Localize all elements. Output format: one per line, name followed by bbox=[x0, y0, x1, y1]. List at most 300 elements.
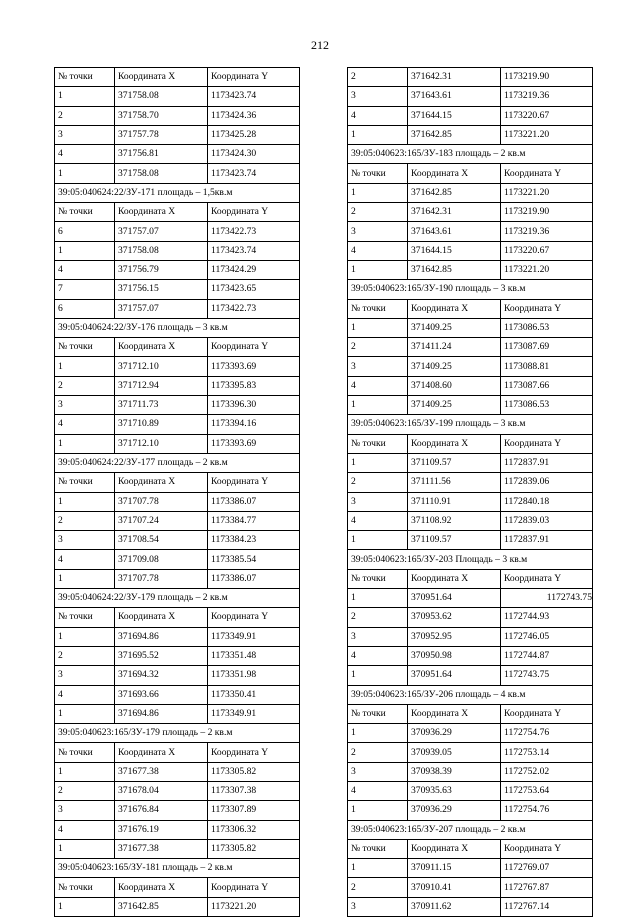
coordinate-y-cell: 1172840.18 bbox=[501, 492, 593, 511]
header-point: № точки bbox=[55, 473, 115, 492]
coordinates-table-left bbox=[54, 67, 300, 917]
parcel-caption: 39:05:040623:165/ЗУ-203 Площадь – 3 кв.м bbox=[348, 550, 593, 569]
header-coordinate-x: Координата X bbox=[408, 839, 501, 858]
point-number-cell: 2 bbox=[55, 511, 115, 530]
coordinate-x-cell: 371708.54 bbox=[115, 531, 208, 550]
coordinate-x-cell: 370911.15 bbox=[408, 859, 501, 878]
coordinate-x-cell: 371712.10 bbox=[115, 357, 208, 376]
table-row bbox=[55, 222, 300, 241]
point-number-cell: 6 bbox=[55, 222, 115, 241]
coordinate-y-cell: 1173221.20 bbox=[208, 897, 300, 916]
point-number-cell: 3 bbox=[348, 357, 408, 376]
parcel-caption: 39:05:040623:165/ЗУ-199 площадь – 3 кв.м bbox=[348, 415, 593, 434]
point-number-cell: 2 bbox=[348, 338, 408, 357]
header-point: № точки bbox=[348, 704, 408, 723]
parcel-caption: 39:05:040623:165/ЗУ-181 площадь – 2 кв.м bbox=[55, 859, 300, 878]
header-row bbox=[348, 839, 593, 858]
coordinate-y-cell: 1173219.90 bbox=[501, 203, 593, 222]
coordinate-x-cell: 371694.86 bbox=[115, 704, 208, 723]
table-row bbox=[55, 280, 300, 299]
coordinate-y-cell: 1173423.65 bbox=[208, 280, 300, 299]
table-row bbox=[348, 68, 593, 87]
coordinate-x-cell: 371756.15 bbox=[115, 280, 208, 299]
header-row bbox=[55, 473, 300, 492]
header-coordinate-x: Координата X bbox=[115, 743, 208, 762]
coordinate-x-cell: 371409.25 bbox=[408, 396, 501, 415]
point-number-cell: 2 bbox=[55, 106, 115, 125]
coordinate-x-cell: 370951.64 bbox=[408, 589, 501, 608]
table-row bbox=[348, 859, 593, 878]
coordinate-y-cell: 1173306.32 bbox=[208, 820, 300, 839]
coordinate-y-cell: 1173424.36 bbox=[208, 106, 300, 125]
table-row bbox=[348, 743, 593, 762]
coordinate-x-cell: 370952.95 bbox=[408, 627, 501, 646]
coordinates-table-right bbox=[347, 67, 593, 917]
parcel-caption: 39:05:040624:22/ЗУ-177 площадь – 2 кв.м bbox=[55, 453, 300, 472]
point-number-cell: 1 bbox=[348, 396, 408, 415]
table-row bbox=[55, 434, 300, 453]
coordinate-y-cell: 1173305.82 bbox=[208, 762, 300, 781]
coordinate-x-cell: 371644.15 bbox=[408, 241, 501, 260]
coordinate-y-cell: 1172767.14 bbox=[501, 897, 593, 916]
table-row bbox=[348, 222, 593, 241]
point-number-cell: 2 bbox=[348, 878, 408, 897]
header-row bbox=[348, 569, 593, 588]
point-number-cell: 1 bbox=[348, 801, 408, 820]
table-row bbox=[348, 376, 593, 395]
header-point: № точки bbox=[55, 203, 115, 222]
coordinate-y-cell: 1172754.76 bbox=[501, 801, 593, 820]
coordinate-x-cell: 371710.89 bbox=[115, 415, 208, 434]
point-number-cell: 1 bbox=[348, 859, 408, 878]
coordinate-x-cell: 371758.08 bbox=[115, 241, 208, 260]
point-number-cell: 2 bbox=[55, 781, 115, 800]
header-coordinate-x: Координата X bbox=[115, 608, 208, 627]
coordinate-y-cell: 1173384.23 bbox=[208, 531, 300, 550]
header-coordinate-x: Координата X bbox=[408, 569, 501, 588]
point-number-cell: 4 bbox=[348, 241, 408, 260]
point-number-cell: 1 bbox=[348, 531, 408, 550]
coordinate-y-cell: 1173423.74 bbox=[208, 87, 300, 106]
table-row bbox=[348, 801, 593, 820]
table-row bbox=[55, 666, 300, 685]
coordinate-y-cell: 1173219.90 bbox=[501, 68, 593, 87]
header-row bbox=[55, 338, 300, 357]
coordinate-y-cell: 1173386.07 bbox=[208, 492, 300, 511]
coordinate-x-cell: 371758.08 bbox=[115, 164, 208, 183]
coordinate-x-cell: 370911.62 bbox=[408, 897, 501, 916]
table-row bbox=[55, 801, 300, 820]
table-row bbox=[348, 318, 593, 337]
header-point: № точки bbox=[55, 608, 115, 627]
header-coordinate-x: Координата X bbox=[115, 473, 208, 492]
table-row bbox=[55, 704, 300, 723]
coordinate-x-cell: 371677.38 bbox=[115, 762, 208, 781]
table-row bbox=[348, 396, 593, 415]
point-number-cell: 1 bbox=[55, 762, 115, 781]
point-number-cell: 1 bbox=[348, 260, 408, 279]
table-row bbox=[348, 260, 593, 279]
point-number-cell: 1 bbox=[55, 704, 115, 723]
table-row bbox=[55, 550, 300, 569]
coordinate-y-cell: 1173351.48 bbox=[208, 646, 300, 665]
table-row bbox=[348, 473, 593, 492]
header-row bbox=[55, 743, 300, 762]
coordinate-y-cell: 1172753.14 bbox=[501, 743, 593, 762]
header-coordinate-y: Координата Y bbox=[501, 569, 593, 588]
coordinate-x-cell: 371643.61 bbox=[408, 87, 501, 106]
table-row bbox=[348, 241, 593, 260]
point-number-cell: 1 bbox=[55, 434, 115, 453]
coordinate-x-cell: 371677.38 bbox=[115, 839, 208, 858]
coordinate-x-cell: 371109.57 bbox=[408, 531, 501, 550]
coordinate-x-cell: 371756.79 bbox=[115, 260, 208, 279]
parcel-caption: 39:05:040623:165/ЗУ-179 площадь – 2 кв.м bbox=[55, 724, 300, 743]
table-row bbox=[348, 453, 593, 472]
header-coordinate-x: Координата X bbox=[408, 434, 501, 453]
coordinate-y-cell: 1173393.69 bbox=[208, 357, 300, 376]
point-number-cell: 1 bbox=[348, 125, 408, 144]
coordinate-y-cell: 1172752.02 bbox=[501, 762, 593, 781]
point-number-cell: 1 bbox=[55, 87, 115, 106]
point-number-cell: 1 bbox=[55, 897, 115, 916]
parcel-caption: 39:05:040623:165/ЗУ-207 площадь – 2 кв.м bbox=[348, 820, 593, 839]
point-number-cell: 3 bbox=[348, 87, 408, 106]
point-number-cell: 3 bbox=[55, 531, 115, 550]
table-row bbox=[348, 627, 593, 646]
table-row bbox=[55, 627, 300, 646]
coordinate-y-cell: 1173384.77 bbox=[208, 511, 300, 530]
coordinate-x-cell: 371409.25 bbox=[408, 318, 501, 337]
header-row bbox=[348, 704, 593, 723]
table-row bbox=[55, 145, 300, 164]
table-row bbox=[55, 106, 300, 125]
point-number-cell: 1 bbox=[348, 589, 408, 608]
header-coordinate-x: Координата X bbox=[115, 203, 208, 222]
coordinate-y-cell: 1173220.67 bbox=[501, 241, 593, 260]
point-number-cell: 6 bbox=[55, 299, 115, 318]
parcel-caption-row bbox=[348, 280, 593, 299]
coordinate-y-cell: 1173088.81 bbox=[501, 357, 593, 376]
coordinate-y-cell: 1173086.53 bbox=[501, 396, 593, 415]
coordinate-y-cell: 1173422.73 bbox=[208, 299, 300, 318]
coordinate-y-cell: 1173305.82 bbox=[208, 839, 300, 858]
point-number-cell: 4 bbox=[55, 415, 115, 434]
coordinate-x-cell: 370951.64 bbox=[408, 666, 501, 685]
point-number-cell: 4 bbox=[55, 820, 115, 839]
coordinate-y-cell: 1172744.93 bbox=[501, 608, 593, 627]
table-row bbox=[348, 492, 593, 511]
table-row bbox=[348, 357, 593, 376]
coordinate-y-cell: 1173087.66 bbox=[501, 376, 593, 395]
coordinate-y-cell: 1173350.41 bbox=[208, 685, 300, 704]
point-number-cell: 3 bbox=[348, 222, 408, 241]
coordinate-y-cell: 1173219.36 bbox=[501, 87, 593, 106]
coordinate-x-cell: 371758.08 bbox=[115, 87, 208, 106]
coordinate-y-cell: 1172767.87 bbox=[501, 878, 593, 897]
coordinate-x-cell: 371678.04 bbox=[115, 781, 208, 800]
coordinate-x-cell: 371712.94 bbox=[115, 376, 208, 395]
parcel-caption-row bbox=[55, 724, 300, 743]
coordinate-x-cell: 371642.31 bbox=[408, 68, 501, 87]
coordinate-y-cell: 1173424.29 bbox=[208, 260, 300, 279]
table-row bbox=[55, 376, 300, 395]
coordinate-y-cell: 1173221.20 bbox=[501, 125, 593, 144]
point-number-cell: 1 bbox=[55, 492, 115, 511]
parcel-caption-row bbox=[348, 145, 593, 164]
table-row bbox=[348, 531, 593, 550]
table-row bbox=[55, 646, 300, 665]
point-number-cell: 1 bbox=[348, 183, 408, 202]
point-number-cell: 4 bbox=[348, 376, 408, 395]
header-point: № точки bbox=[348, 164, 408, 183]
table-row bbox=[348, 608, 593, 627]
header-row bbox=[348, 299, 593, 318]
left-coordinates-table bbox=[54, 67, 299, 917]
coordinate-x-cell: 371642.85 bbox=[115, 897, 208, 916]
table-row bbox=[348, 125, 593, 144]
coordinate-x-cell: 371756.81 bbox=[115, 145, 208, 164]
coordinate-x-cell: 371707.78 bbox=[115, 492, 208, 511]
point-number-cell: 3 bbox=[348, 492, 408, 511]
parcel-caption-row bbox=[55, 589, 300, 608]
coordinate-y-cell: 1173307.38 bbox=[208, 781, 300, 800]
coordinate-y-cell: 1172769.07 bbox=[501, 859, 593, 878]
header-coordinate-y: Координата Y bbox=[501, 839, 593, 858]
coordinate-x-cell: 371695.52 bbox=[115, 646, 208, 665]
coordinate-y-cell: 1172839.06 bbox=[501, 473, 593, 492]
coordinate-y-cell: 1172753.64 bbox=[501, 781, 593, 800]
header-coordinate-y: Координата Y bbox=[208, 878, 300, 897]
header-point: № точки bbox=[348, 839, 408, 858]
table-row bbox=[55, 685, 300, 704]
coordinate-x-cell: 370939.05 bbox=[408, 743, 501, 762]
coordinate-y-cell: 1173423.74 bbox=[208, 164, 300, 183]
point-number-cell: 1 bbox=[55, 627, 115, 646]
point-number-cell: 3 bbox=[55, 666, 115, 685]
parcel-caption: 39:05:040624:22/ЗУ-179 площадь – 2 кв.м bbox=[55, 589, 300, 608]
table-row bbox=[348, 724, 593, 743]
header-row bbox=[348, 434, 593, 453]
header-coordinate-y: Координата Y bbox=[501, 164, 593, 183]
coordinate-y-cell: 1173351.98 bbox=[208, 666, 300, 685]
table-row bbox=[55, 839, 300, 858]
coordinate-x-cell: 371109.57 bbox=[408, 453, 501, 472]
coordinate-y-cell: 1173086.53 bbox=[501, 318, 593, 337]
point-number-cell: 3 bbox=[348, 897, 408, 916]
coordinate-y-cell: 1173307.89 bbox=[208, 801, 300, 820]
header-coordinate-y: Координата Y bbox=[501, 704, 593, 723]
header-point: № точки bbox=[348, 299, 408, 318]
point-number-cell: 1 bbox=[55, 569, 115, 588]
coordinate-y-cell: 1173221.20 bbox=[501, 183, 593, 202]
point-number-cell: 1 bbox=[348, 666, 408, 685]
parcel-caption: 39:05:040624:22/ЗУ-171 площадь – 1,5кв.м bbox=[55, 183, 300, 202]
coordinate-x-cell: 371758.70 bbox=[115, 106, 208, 125]
coordinate-y-cell: 1172839.03 bbox=[501, 511, 593, 530]
table-row bbox=[348, 762, 593, 781]
coordinate-y-cell: 1173422.73 bbox=[208, 222, 300, 241]
parcel-caption-row bbox=[55, 318, 300, 337]
coordinate-x-cell: 370953.62 bbox=[408, 608, 501, 627]
coordinate-x-cell: 371709.08 bbox=[115, 550, 208, 569]
header-coordinate-y: Координата Y bbox=[501, 434, 593, 453]
parcel-caption-row bbox=[55, 859, 300, 878]
coordinate-y-cell: 1172754.76 bbox=[501, 724, 593, 743]
table-row bbox=[348, 878, 593, 897]
parcel-caption-row bbox=[348, 415, 593, 434]
coordinate-y-cell: 1173221.20 bbox=[501, 260, 593, 279]
point-number-cell: 3 bbox=[55, 396, 115, 415]
coordinate-x-cell: 371676.84 bbox=[115, 801, 208, 820]
table-row bbox=[348, 87, 593, 106]
header-point: № точки bbox=[55, 878, 115, 897]
table-row bbox=[348, 781, 593, 800]
header-row bbox=[55, 878, 300, 897]
coordinate-y-cell: 1172837.91 bbox=[501, 453, 593, 472]
point-number-cell: 4 bbox=[348, 781, 408, 800]
coordinate-x-cell: 370938.39 bbox=[408, 762, 501, 781]
header-point: № точки bbox=[55, 338, 115, 357]
coordinate-x-cell: 371757.07 bbox=[115, 222, 208, 241]
table-row bbox=[55, 396, 300, 415]
point-number-cell: 4 bbox=[55, 685, 115, 704]
coordinate-y-cell: 1173424.30 bbox=[208, 145, 300, 164]
coordinate-y-cell: 1173087.69 bbox=[501, 338, 593, 357]
point-number-cell: 2 bbox=[348, 473, 408, 492]
header-point: № точки bbox=[55, 68, 115, 87]
coordinate-x-cell: 371108.92 bbox=[408, 511, 501, 530]
coordinate-y-cell: 1173423.74 bbox=[208, 241, 300, 260]
header-coordinate-x: Координата X bbox=[115, 878, 208, 897]
table-row bbox=[348, 646, 593, 665]
coordinate-x-cell: 370936.29 bbox=[408, 801, 501, 820]
parcel-caption-row bbox=[55, 453, 300, 472]
coordinate-x-cell: 371642.85 bbox=[408, 183, 501, 202]
header-coordinate-x: Координата X bbox=[115, 68, 208, 87]
coordinate-y-cell: 1173396.30 bbox=[208, 396, 300, 415]
coordinate-x-cell: 371757.07 bbox=[115, 299, 208, 318]
header-row bbox=[55, 68, 300, 87]
header-row bbox=[348, 164, 593, 183]
table-row bbox=[55, 820, 300, 839]
coordinate-y-cell: 1173349.91 bbox=[208, 627, 300, 646]
header-point: № точки bbox=[348, 569, 408, 588]
coordinate-y-cell: 1173395.83 bbox=[208, 376, 300, 395]
point-number-cell: 2 bbox=[55, 646, 115, 665]
table-row bbox=[348, 106, 593, 125]
table-row bbox=[55, 299, 300, 318]
parcel-caption-row bbox=[348, 685, 593, 704]
table-row bbox=[55, 531, 300, 550]
coordinate-y-cell: 1172744.87 bbox=[501, 646, 593, 665]
table-row bbox=[55, 357, 300, 376]
coordinate-y-cell: 1173349.91 bbox=[208, 704, 300, 723]
table-row bbox=[55, 781, 300, 800]
coordinate-y-cell: 1172746.05 bbox=[501, 627, 593, 646]
header-coordinate-x: Координата X bbox=[115, 338, 208, 357]
parcel-caption: 39:05:040624:22/ЗУ-176 площадь – 3 кв.м bbox=[55, 318, 300, 337]
header-coordinate-y: Координата Y bbox=[501, 299, 593, 318]
table-row bbox=[55, 125, 300, 144]
coordinate-y-cell: 1172743.75 bbox=[501, 666, 593, 685]
header-point: № точки bbox=[348, 434, 408, 453]
point-number-cell: 3 bbox=[55, 125, 115, 144]
coordinate-y-cell: 1173393.69 bbox=[208, 434, 300, 453]
point-number-cell: 4 bbox=[55, 550, 115, 569]
table-row bbox=[55, 260, 300, 279]
coordinate-y-cell: 1173220.67 bbox=[501, 106, 593, 125]
coordinate-y-cell: 1172837.91 bbox=[501, 531, 593, 550]
table-row bbox=[55, 897, 300, 916]
table-row bbox=[55, 762, 300, 781]
coordinate-x-cell: 370935.63 bbox=[408, 781, 501, 800]
coordinate-x-cell: 371644.15 bbox=[408, 106, 501, 125]
coordinate-x-cell: 370910.41 bbox=[408, 878, 501, 897]
point-number-cell: 2 bbox=[348, 68, 408, 87]
point-number-cell: 7 bbox=[55, 280, 115, 299]
parcel-caption-row bbox=[348, 550, 593, 569]
header-coordinate-x: Координата X bbox=[408, 164, 501, 183]
table-row bbox=[55, 569, 300, 588]
header-coordinate-y: Координата Y bbox=[208, 338, 300, 357]
coordinate-x-cell: 371676.19 bbox=[115, 820, 208, 839]
coordinate-x-cell: 371693.66 bbox=[115, 685, 208, 704]
point-number-cell: 1 bbox=[55, 839, 115, 858]
coordinate-x-cell: 371642.85 bbox=[408, 125, 501, 144]
coordinate-x-cell: 371110.91 bbox=[408, 492, 501, 511]
point-number-cell: 4 bbox=[348, 511, 408, 530]
table-row bbox=[348, 338, 593, 357]
table-row bbox=[55, 164, 300, 183]
page-number: 212 bbox=[311, 38, 329, 52]
coordinate-y-cell: 1173394.16 bbox=[208, 415, 300, 434]
coordinate-y-cell: 1173425.28 bbox=[208, 125, 300, 144]
header-coordinate-y: Координата Y bbox=[208, 473, 300, 492]
coordinate-x-cell: 371711.73 bbox=[115, 396, 208, 415]
coordinate-x-cell: 371707.78 bbox=[115, 569, 208, 588]
parcel-caption-row bbox=[55, 183, 300, 202]
parcel-caption: 39:05:040623:165/ЗУ-183 площадь – 2 кв.м bbox=[348, 145, 593, 164]
table-row bbox=[348, 897, 593, 916]
point-number-cell: 1 bbox=[55, 241, 115, 260]
right-coordinates-table bbox=[347, 67, 592, 917]
table-row bbox=[348, 511, 593, 530]
header-coordinate-x: Координата X bbox=[408, 704, 501, 723]
point-number-cell: 2 bbox=[348, 203, 408, 222]
point-number-cell: 3 bbox=[348, 762, 408, 781]
coordinate-x-cell: 371409.25 bbox=[408, 357, 501, 376]
point-number-cell: 1 bbox=[55, 357, 115, 376]
coordinate-x-cell: 371707.24 bbox=[115, 511, 208, 530]
header-point: № точки bbox=[55, 743, 115, 762]
header-coordinate-y: Координата Y bbox=[208, 608, 300, 627]
point-number-cell: 1 bbox=[348, 724, 408, 743]
point-number-cell: 1 bbox=[55, 164, 115, 183]
point-number-cell: 1 bbox=[348, 453, 408, 472]
coordinate-x-cell: 371411.24 bbox=[408, 338, 501, 357]
coordinate-x-cell: 371694.32 bbox=[115, 666, 208, 685]
coordinate-x-cell: 371111.56 bbox=[408, 473, 501, 492]
table-row bbox=[348, 666, 593, 685]
point-number-cell: 3 bbox=[348, 627, 408, 646]
coordinate-x-cell: 371642.31 bbox=[408, 203, 501, 222]
coordinate-y-cell: 1173386.07 bbox=[208, 569, 300, 588]
coordinate-x-cell: 371694.86 bbox=[115, 627, 208, 646]
parcel-caption: 39:05:040623:165/ЗУ-190 площадь – 3 кв.м bbox=[348, 280, 593, 299]
point-number-cell: 4 bbox=[55, 260, 115, 279]
table-row bbox=[348, 589, 593, 608]
